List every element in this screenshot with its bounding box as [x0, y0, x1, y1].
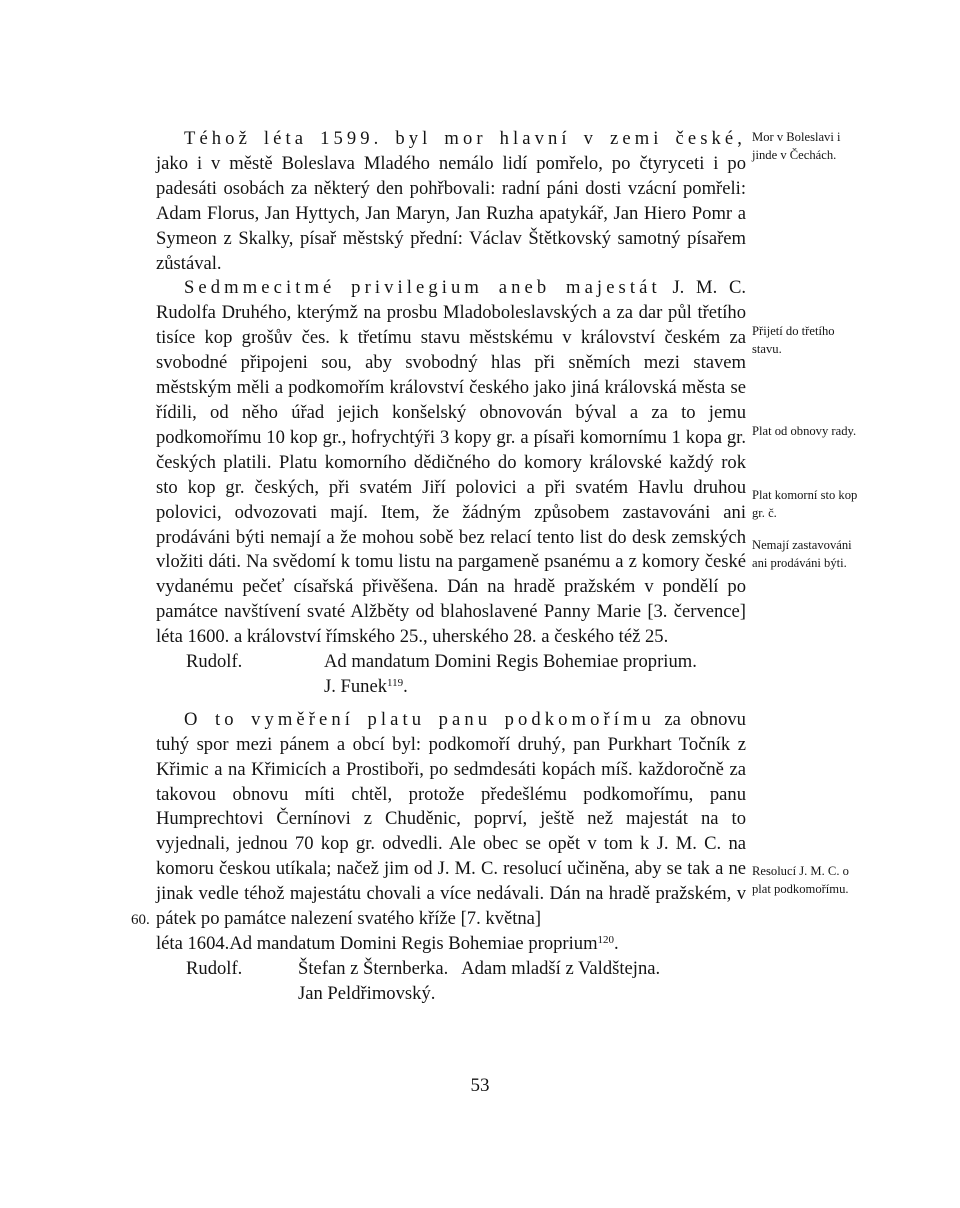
paragraph-body: za obnovu tuhý spor mezi pánem a obcí byl: podkomoří druhý, pan Purkhart Točník z Křimic a na Křimicích a Prostiboři, po sedmdesáti kopách míš. každoročně za takovou obnovu míti chtěl, protože předešlému podkomořímu, panu Humprechtovi Černínovi z Chuděnic, poprví, ještě než majestát na to vyjednali, jednou 70 kop gr. odvedli. Ale obec se opět v tom k J. M. C. na komoru českou utíkala; načež jim od J. M. C. resolucí učiněna, aby se tak a ne jinak vedle téhož majestátu chovali a více nedávali. Dán na hradě pražském, v pátek po památce nalezení svatého kříže [7. května]: [156, 708, 746, 930]
paragraph-dispute: [156, 708, 746, 932]
paragraph-lead: Sedmmecitmé privilegium aneb majestát: [184, 277, 661, 299]
page-number: 53: [470, 1075, 490, 1096]
signature-signer-line: [156, 982, 746, 1007]
signature-secretary-line: J. Funek$^{119}$.: [324, 675, 408, 697]
signature-signers-line: [156, 957, 746, 982]
marginal-note: Plat komorní sto kop gr. č.: [752, 488, 858, 520]
marginal-note: Přijetí do třetího stavu.: [752, 324, 835, 356]
signature-year: léta 1604.: [156, 933, 230, 954]
marginal-note: Nemají zastavováni ani prodáváni býti.: [752, 538, 852, 570]
signature-secretary: J. Funek: [324, 675, 388, 697]
signature-signer: Jan Peldřimovský.: [298, 982, 436, 1004]
paragraph-plague: [156, 127, 746, 276]
signature-block-1604: léta 1604. Ad mandatum Domini Regis Bohemiae proprium$^{120}$.: [156, 932, 746, 957]
paragraph-body: J. M. C. Rudolfa Druhého, kterýmž na prosbu Mladoboleslavských a za dar půl třetího tisíce kop grošův čes. k třetímu stavu městskému v království českém za svobodné připojeni sou, aby svobodný hlas při sněmích mezi stavem městským měli a podkomořím království českého jako jiná královská města se řídili, od něho úřad jejich konšelský obnovován býval a za to jemu podkomořímu 10 kop gr., hofrychtýři 3 kopy gr. a písaři komornímu 1 kopa gr. českých platili. Platu komorního dědičného do komory královské každý rok sto kop gr. českých, při svatém Jiří polovici a při svatém Havlu druhou polovici, odvozovati mají. Item, že žádným způsobem zastavováni ani prodáváni býti nemají a že mohou sobě bez relací tento list do desk zemských vložiti dáti. Na svědomí k tomu listu na pargameně psanému a z komory české vydanému pečeť císařská přivěšena. Dán na hradě pražském v pondělí po památce navštívení svaté Alžběty od blahoslavené Panny Marie [3. července] léta 1600. a království římského 25., uherského 28. a českého též 25.: [156, 277, 746, 648]
signature-name: Rudolf.: [186, 957, 243, 979]
marginal-note: Plat od obnovy rady.: [752, 424, 857, 438]
signature-block-1600: [156, 650, 746, 675]
paragraph-body: jako i v městě Boleslava Mladého nemálo lidí pomřelo, po čtyryceti i po padesáti osobách za některý den pohřbovali: radní páni dosti vzácní pomřeli: Adam Florus, Jan Hyttych, Jan Maryn, Jan Ruzha apatykář, Jan Hiero Pomr a Symeon z Skalky, písař městský přední: Václav Štětkovský samotný písařem zůstával.: [156, 152, 746, 274]
signature-name: Rudolf.: [186, 651, 243, 673]
signature-mandate: Ad mandatum Domini Regis Bohemiae proprium.: [324, 651, 697, 673]
main-text: [156, 127, 746, 1007]
paragraph-privilege: [156, 276, 746, 650]
marginal-note: Mor v Boleslavi i jinde v Čechách.: [752, 130, 841, 162]
footnote-marker: 120: [597, 934, 615, 946]
signature-signers: Štefan z Šternberka. Adam mladší z Valdštejna.: [298, 957, 661, 979]
footnote-marker: 119: [387, 676, 404, 689]
paragraph-lead: O to vyměření platu panu podkomořímu: [184, 708, 655, 730]
marginal-note: Resolucí J. M. C. o plat podkomořímu.: [752, 864, 849, 896]
paragraph-lead: Téhož léta 1599. byl mor hlavní v zemi české,: [184, 128, 746, 149]
line-number: 60.: [131, 912, 150, 928]
signature-mandate: Ad mandatum Domini Regis Bohemiae proprium: [229, 933, 598, 954]
